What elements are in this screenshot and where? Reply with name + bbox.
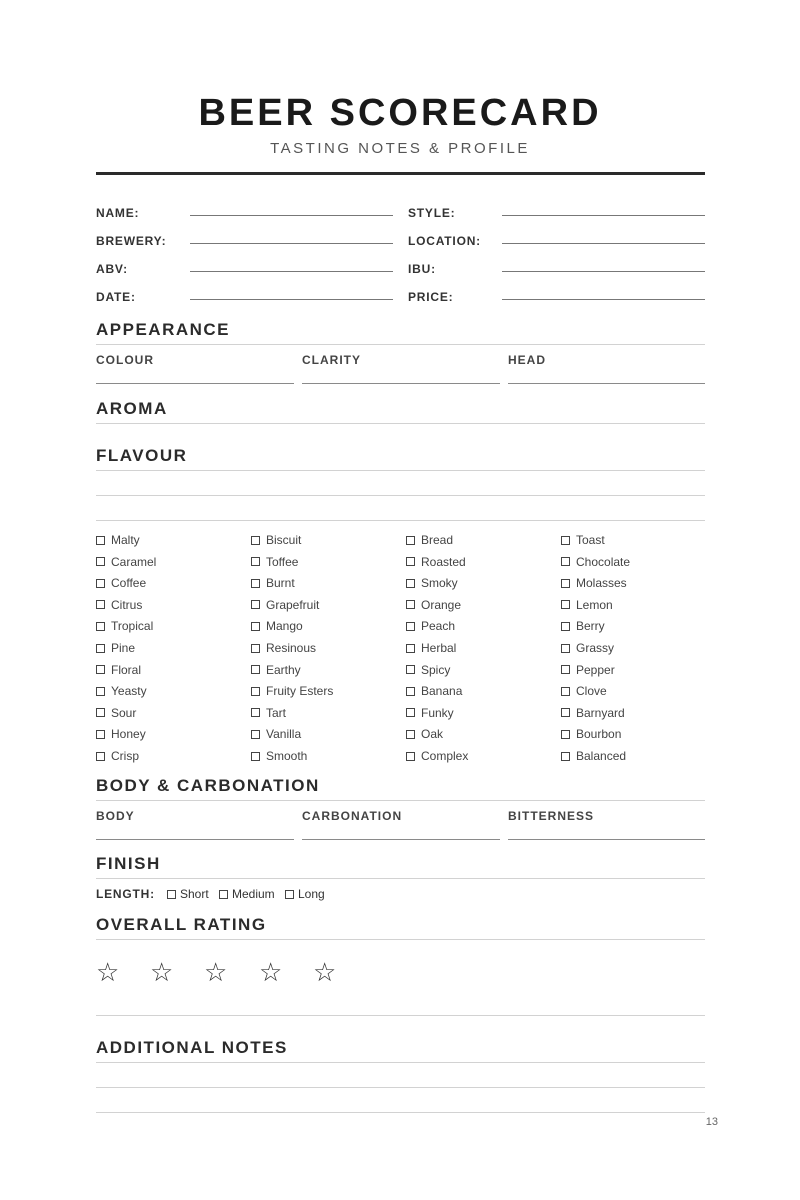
appearance-heading: APPEARANCE: [96, 320, 231, 339]
checkbox-icon: [96, 665, 105, 674]
checkbox-icon: [251, 730, 260, 739]
flavour-option-label: Molasses: [576, 576, 627, 591]
flavour-heading: FLAVOUR: [96, 446, 188, 465]
flavour-checkbox[interactable]: [561, 598, 613, 612]
flavour-checkbox[interactable]: [251, 727, 301, 741]
length-option-label: Long: [298, 887, 325, 901]
flavour-checkbox[interactable]: [406, 641, 456, 655]
colour-field[interactable]: [96, 383, 294, 384]
body-divider: [96, 800, 705, 801]
price-label: PRICE:: [408, 290, 454, 304]
flavour-option-label: Floral: [111, 662, 142, 677]
flavour-checkbox[interactable]: [96, 576, 146, 590]
additional-notes-heading: ADDITIONAL NOTES: [96, 1038, 288, 1057]
checkbox-icon: [406, 579, 415, 588]
body-label: BODY: [96, 809, 135, 823]
checkbox-icon: [167, 890, 176, 899]
length-option-label: Medium: [232, 887, 275, 901]
flavour-option-label: Herbal: [421, 641, 457, 655]
flavour-checkbox[interactable]: [251, 684, 333, 698]
flavour-checkbox[interactable]: [561, 576, 627, 590]
flavour-option-label: Banana: [421, 684, 463, 699]
flavour-checkbox[interactable]: [406, 533, 453, 547]
notes-line[interactable]: [96, 1087, 705, 1088]
checkbox-icon: [561, 579, 570, 588]
checkbox-icon: [406, 730, 415, 739]
flavour-checkbox[interactable]: [96, 684, 147, 698]
flavour-option-label: Peach: [421, 619, 456, 634]
flavour-option-label: Smoky: [421, 576, 458, 591]
checkbox-icon: [561, 600, 570, 609]
checkbox-icon: [561, 622, 570, 631]
ibu-field[interactable]: [502, 271, 705, 272]
length-option-label: Short: [180, 887, 209, 901]
flavour-checkbox[interactable]: [561, 749, 626, 763]
checkbox-icon: [406, 752, 415, 761]
checkbox-icon: [561, 687, 570, 696]
date-label: DATE:: [96, 290, 136, 304]
checkbox-icon: [251, 579, 260, 588]
flavour-checkbox[interactable]: [251, 598, 319, 612]
flavour-option-label: Funky: [421, 705, 454, 720]
flavour-option-label: Mango: [266, 619, 303, 634]
flavour-checkbox[interactable]: [96, 619, 153, 633]
brewery-field[interactable]: [190, 243, 393, 244]
checkbox-icon: [285, 890, 294, 899]
flavour-checkbox[interactable]: [96, 598, 142, 612]
flavour-checkbox[interactable]: [406, 727, 443, 741]
checkbox-icon: [96, 687, 105, 696]
checkbox-icon: [561, 644, 570, 653]
abv-field[interactable]: [190, 271, 393, 272]
flavour-option-label: Tart: [266, 705, 287, 720]
name-label: NAME:: [96, 206, 140, 220]
checkbox-icon: [561, 536, 570, 545]
flavour-checkbox[interactable]: [406, 663, 450, 677]
flavour-option-label: Caramel: [111, 554, 157, 569]
checkbox-icon: [96, 622, 105, 631]
flavour-checkbox[interactable]: [251, 663, 301, 677]
flavour-checkbox[interactable]: [406, 576, 458, 590]
flavour-checkbox[interactable]: [96, 749, 139, 763]
flavour-checkbox[interactable]: [561, 533, 605, 547]
style-label: STYLE:: [408, 206, 456, 220]
checkbox-icon: [406, 708, 415, 717]
flavour-option-label: Burnt: [266, 576, 295, 591]
checkbox-icon: [406, 536, 415, 545]
flavour-checkbox[interactable]: [561, 555, 630, 569]
head-label: HEAD: [508, 353, 547, 367]
flavour-option-label: Berry: [576, 619, 605, 634]
checkbox-icon: [251, 644, 260, 653]
location-label: LOCATION:: [408, 234, 481, 248]
flavour-checkbox[interactable]: [96, 641, 135, 655]
flavour-checkbox[interactable]: [96, 555, 156, 569]
checkbox-icon: [251, 687, 260, 696]
checkbox-icon: [561, 730, 570, 739]
date-field[interactable]: [190, 299, 393, 300]
checkbox-icon: [406, 557, 415, 566]
flavour-option-label: Fruity Esters: [266, 684, 334, 699]
head-field[interactable]: [508, 383, 705, 384]
flavour-line[interactable]: [96, 520, 705, 521]
price-field[interactable]: [502, 299, 705, 300]
length-short-checkbox[interactable]: [167, 887, 209, 901]
page-title: BEER SCORECARD: [198, 92, 602, 134]
rating-bottom-divider: [96, 1015, 705, 1016]
flavour-option-label: Smooth: [266, 749, 308, 763]
checkbox-icon: [219, 890, 228, 899]
flavour-option-label: Lemon: [576, 597, 613, 612]
flavour-checkbox[interactable]: [96, 706, 136, 720]
flavour-checkbox[interactable]: [406, 706, 454, 720]
flavour-checkbox[interactable]: [251, 641, 316, 655]
checkbox-icon: [96, 557, 105, 566]
flavour-checkbox[interactable]: [561, 706, 625, 720]
checkbox-icon: [251, 708, 260, 717]
flavour-option-label: Complex: [421, 749, 469, 763]
flavour-option-label: Spicy: [421, 662, 451, 677]
aroma-field[interactable]: [96, 423, 705, 424]
flavour-option-label: Toast: [576, 533, 605, 547]
flavour-option-label: Pepper: [576, 662, 615, 677]
flavour-option-label: Balanced: [576, 749, 627, 763]
flavour-checkbox[interactable]: [561, 663, 615, 677]
flavour-checkbox[interactable]: [406, 749, 468, 763]
flavour-option-label: Bread: [421, 533, 454, 547]
ibu-label: IBU:: [408, 262, 436, 276]
flavour-checkbox[interactable]: [561, 727, 621, 741]
checkbox-icon: [96, 730, 105, 739]
notes-line[interactable]: [96, 1112, 705, 1113]
body-carbonation-heading: BODY & CARBONATION: [96, 776, 320, 795]
flavour-option-label: Honey: [111, 727, 146, 742]
checkbox-icon: [251, 752, 260, 761]
rating-star-icon[interactable]: ☆: [313, 958, 337, 988]
flavour-checkbox[interactable]: [561, 619, 605, 633]
flavour-checkbox[interactable]: [251, 533, 301, 547]
flavour-option-label: Sour: [111, 705, 137, 720]
checkbox-icon: [251, 536, 260, 545]
flavour-option-label: Crisp: [111, 749, 140, 763]
flavour-checkbox[interactable]: [251, 749, 307, 763]
flavour-option-label: Citrus: [111, 597, 143, 612]
checkbox-icon: [251, 665, 260, 674]
checkbox-icon: [561, 752, 570, 761]
header-divider: [96, 172, 705, 175]
flavour-checkbox[interactable]: [406, 684, 462, 698]
flavour-option-label: Oak: [421, 727, 444, 742]
checkbox-icon: [96, 752, 105, 761]
checkbox-icon: [561, 708, 570, 717]
checkbox-icon: [561, 665, 570, 674]
flavour-option-label: Chocolate: [576, 554, 631, 569]
notes-line[interactable]: [96, 1062, 705, 1063]
checkbox-icon: [406, 687, 415, 696]
rating-star-icon[interactable]: ☆: [96, 958, 120, 988]
bitterness-label: BITTERNESS: [508, 809, 595, 823]
checkbox-icon: [96, 708, 105, 717]
body-field[interactable]: [96, 839, 294, 840]
checkbox-icon: [251, 600, 260, 609]
rating-star-icon[interactable]: ☆: [259, 958, 283, 988]
flavour-checkbox[interactable]: [561, 641, 614, 655]
page-number: 13: [705, 1116, 718, 1128]
flavour-checkbox[interactable]: [96, 533, 140, 547]
flavour-option-label: Grassy: [576, 641, 615, 655]
checkbox-icon: [406, 622, 415, 631]
flavour-checkbox[interactable]: [251, 619, 303, 633]
flavour-option-label: Coffee: [111, 576, 147, 591]
flavour-option-label: Orange: [421, 597, 462, 612]
checkbox-icon: [406, 665, 415, 674]
aroma-heading: AROMA: [96, 399, 168, 418]
checkbox-icon: [96, 600, 105, 609]
flavour-checkbox[interactable]: [96, 663, 141, 677]
checkbox-icon: [96, 644, 105, 653]
flavour-checkbox[interactable]: [96, 727, 146, 741]
length-long-checkbox[interactable]: [285, 887, 325, 901]
flavour-checkbox[interactable]: [406, 619, 455, 633]
rating-star-icon[interactable]: ☆: [150, 958, 174, 988]
flavour-option-label: Grapefruit: [266, 597, 320, 612]
flavour-option-label: Vanilla: [266, 727, 302, 742]
rating-divider: [96, 939, 705, 940]
flavour-line[interactable]: [96, 495, 705, 496]
flavour-checkbox[interactable]: [251, 555, 298, 569]
flavour-option-label: Roasted: [421, 554, 466, 569]
checkbox-icon: [406, 644, 415, 653]
flavour-option-label: Bourbon: [576, 727, 622, 742]
checkbox-icon: [251, 557, 260, 566]
flavour-checkbox[interactable]: [561, 684, 607, 698]
length-label: LENGTH:: [96, 887, 155, 901]
checkbox-icon: [406, 600, 415, 609]
length-medium-checkbox[interactable]: [219, 887, 275, 901]
clarity-label: CLARITY: [302, 353, 361, 367]
carbonation-label: CARBONATION: [302, 809, 403, 823]
finish-heading: FINISH: [96, 854, 161, 873]
abv-label: ABV:: [96, 262, 128, 276]
flavour-checkbox[interactable]: [406, 555, 466, 569]
colour-label: COLOUR: [96, 353, 154, 367]
flavour-checkbox[interactable]: [406, 598, 461, 612]
flavour-checkbox[interactable]: [251, 576, 295, 590]
flavour-option-label: Yeasty: [111, 684, 147, 699]
flavour-option-label: Pine: [111, 641, 136, 655]
checkbox-icon: [96, 536, 105, 545]
flavour-line[interactable]: [96, 470, 705, 471]
flavour-option-label: Barnyard: [576, 705, 625, 720]
clarity-field[interactable]: [302, 383, 500, 384]
bitterness-field[interactable]: [508, 839, 705, 840]
flavour-option-label: Earthy: [266, 662, 301, 677]
flavour-option-label: Toffee: [266, 554, 299, 569]
name-field[interactable]: [190, 215, 393, 216]
carbonation-field[interactable]: [302, 839, 500, 840]
rating-star-icon[interactable]: ☆: [204, 958, 228, 988]
page-subtitle: TASTING NOTES & PROFILE: [270, 140, 530, 157]
flavour-checkbox[interactable]: [251, 706, 286, 720]
checkbox-icon: [96, 579, 105, 588]
flavour-option-label: Biscuit: [266, 533, 302, 547]
appearance-divider: [96, 344, 705, 345]
flavour-option-label: Clove: [576, 684, 607, 699]
checkbox-icon: [561, 557, 570, 566]
flavour-option-label: Malty: [111, 533, 140, 547]
flavour-option-label: Resinous: [266, 641, 317, 655]
style-field[interactable]: [502, 215, 705, 216]
checkbox-icon: [251, 622, 260, 631]
flavour-option-label: Tropical: [111, 619, 154, 634]
location-field[interactable]: [502, 243, 705, 244]
brewery-label: BREWERY:: [96, 234, 167, 248]
overall-rating-heading: OVERALL RATING: [96, 915, 267, 934]
finish-divider: [96, 878, 705, 879]
